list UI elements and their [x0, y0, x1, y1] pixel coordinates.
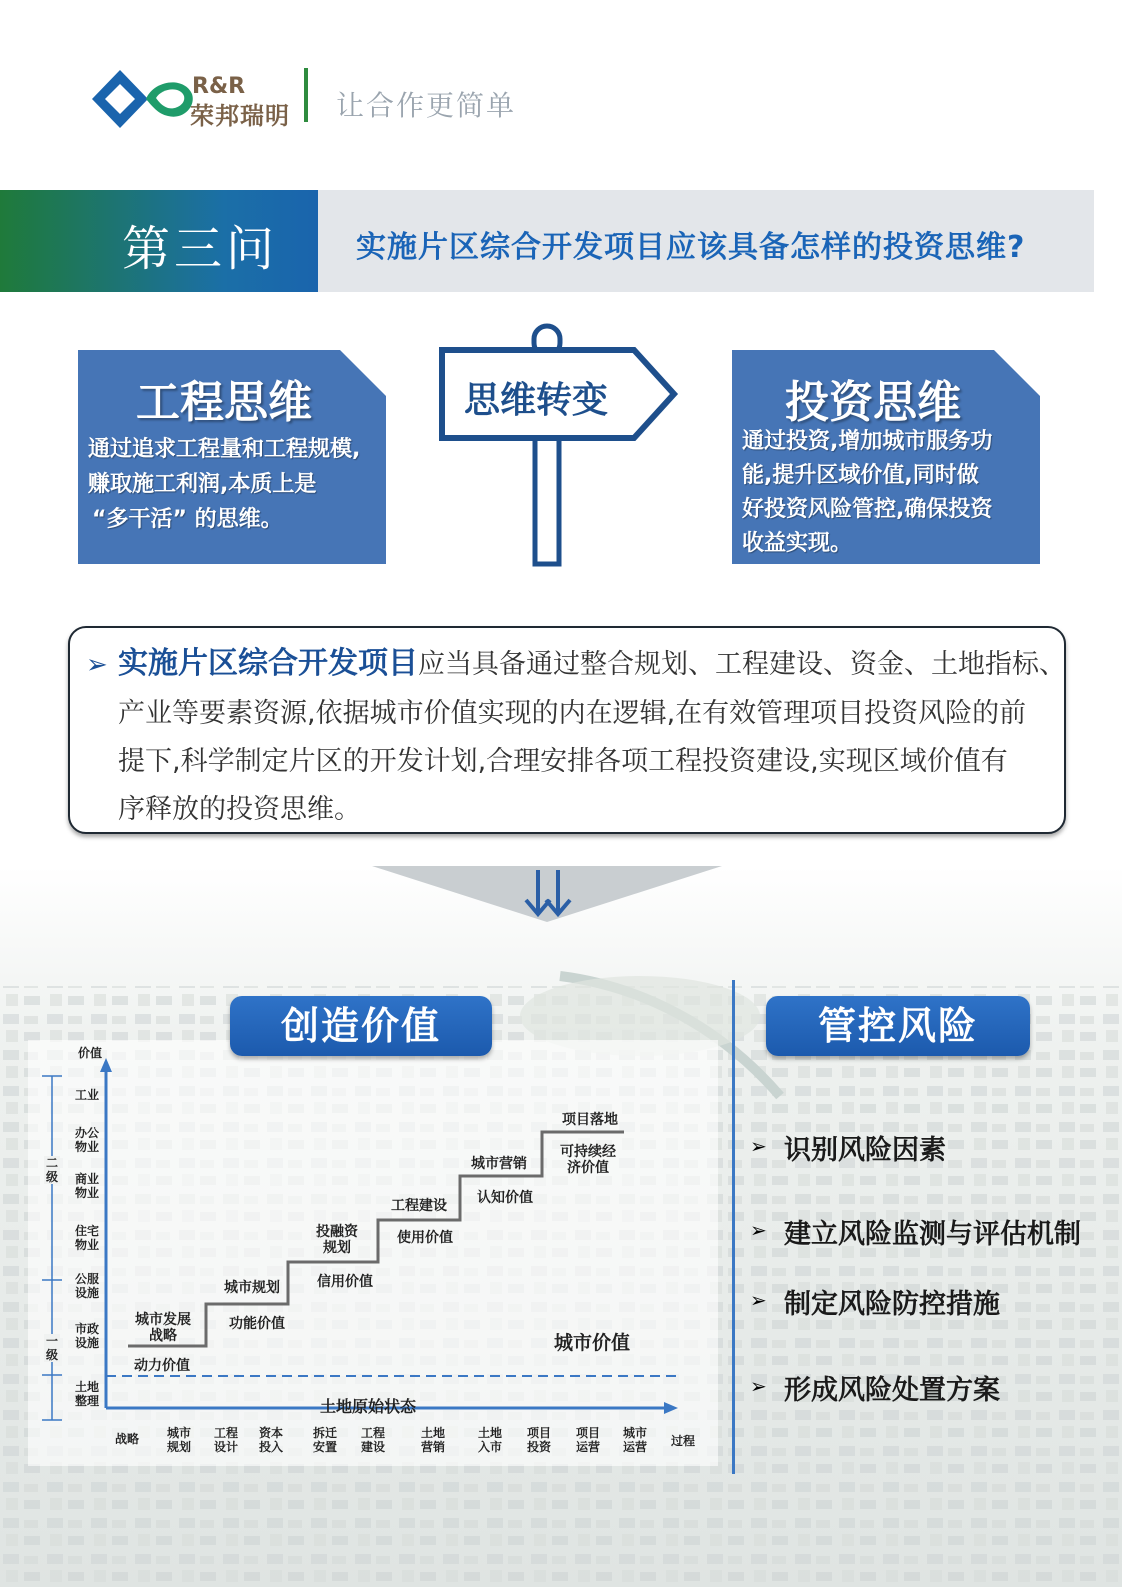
investment-mindset-line: 能,提升区域价值,同时做: [742, 463, 979, 488]
down-arrows-icon: [522, 866, 574, 920]
y-level: 住宅 物业: [74, 1224, 99, 1252]
y-axis-title: 价值: [78, 1046, 103, 1060]
definition-line: 序释放的投资思维。: [118, 794, 361, 825]
definition-strong: 实施片区综合开发项目: [118, 646, 418, 681]
risk-item-arrow-icon: ➢: [750, 1374, 767, 1398]
definition-text: 应当具备通过整合规划、工程建设、资金、土地指标、: [418, 649, 1066, 680]
level-group: 一 级: [45, 1334, 58, 1362]
value-label: 动力价值: [134, 1358, 190, 1374]
company-logo: [88, 66, 198, 132]
risk-item-arrow-icon: ➢: [750, 1218, 767, 1242]
risk-item: 制定风险防控措施: [784, 1289, 1000, 1320]
investment-mindset-line: 通过投资,增加城市服务功: [742, 429, 993, 454]
x-label: 项目 运营: [575, 1426, 600, 1454]
bullet-arrow-icon: ➢: [86, 650, 108, 680]
y-level: 公服 设施: [74, 1272, 99, 1300]
investment-mindset-line: 好投资风险管控,确保投资: [742, 497, 993, 522]
y-level: 市政 设施: [74, 1322, 99, 1350]
value-label: 信用价值: [317, 1274, 373, 1290]
y-level: 商业 物业: [74, 1172, 99, 1200]
slogan: 让合作更简单: [336, 89, 517, 122]
header-divider: [304, 68, 308, 122]
logo-text-cn: 荣邦瑞明: [190, 102, 290, 130]
control-risk-title: 管控风险: [766, 996, 1030, 1056]
signpost-label: 思维转变: [464, 380, 609, 421]
x-label: 工程 设计: [213, 1426, 238, 1454]
step-label: 投融资 规划: [316, 1224, 358, 1256]
step-label: 城市营销: [471, 1156, 527, 1172]
investment-mindset-line: 收益实现。: [742, 531, 853, 556]
section-divider: [732, 980, 735, 1474]
x-label: 土地 营销: [420, 1426, 445, 1454]
logo-text-en: R&R: [192, 74, 246, 99]
risk-item-arrow-icon: ➢: [750, 1288, 767, 1312]
banner-title: 实施片区综合开发项目应该具备怎样的投资思维?: [356, 230, 1026, 265]
x-label: 城市 规划: [166, 1426, 191, 1454]
investment-mindset-title: 投资思维: [785, 377, 961, 428]
x-label: 战略: [114, 1432, 139, 1446]
x-label: 拆迁 安置: [312, 1426, 337, 1454]
step-label: 城市规划: [224, 1280, 280, 1296]
banner-question: 第三问: [122, 221, 279, 277]
engineering-mindset-line: 通过追求工程量和工程规模,: [88, 437, 361, 462]
step-label: 城市发展 战略: [135, 1312, 191, 1344]
x-label: 项目 投资: [526, 1426, 551, 1454]
risk-item-arrow-icon: ➢: [750, 1134, 767, 1158]
x-label: 工程 建设: [360, 1426, 385, 1454]
engineering-mindset-line: “多干活” 的思维。: [92, 507, 283, 532]
engineering-mindset-line: 赚取施工利润,本质上是: [88, 472, 317, 497]
x-label: 资本 投入: [258, 1426, 283, 1454]
step-label: 工程建设: [391, 1198, 447, 1214]
value-label: 认知价值: [477, 1190, 533, 1206]
engineering-mindset-title: 工程思维: [136, 377, 312, 428]
value-label: 使用价值: [397, 1230, 453, 1246]
x-label: 土地 入市: [477, 1426, 502, 1454]
definition-line: 提下,科学制定片区的开发计划,合理安排各项工程投资建设,实现区域价值有: [118, 746, 1008, 777]
value-label: 可持续经 济价值: [560, 1144, 616, 1176]
signpost-graphic: [434, 320, 684, 570]
definition-line: 产业等要素资源,依据城市价值实现的内在逻辑,在有效管理项目投资风险的前: [118, 698, 1027, 729]
step-label: 项目落地: [562, 1112, 618, 1128]
y-level: 工业: [74, 1088, 99, 1102]
baseline-label: 土地原始状态: [320, 1397, 417, 1416]
value-label: 功能价值: [229, 1316, 285, 1332]
definition-line-1: [118, 640, 1066, 689]
risk-item: 识别风险因素: [784, 1135, 946, 1166]
create-value-title: 创造价值: [230, 996, 492, 1056]
x-label: 城市 运营: [622, 1426, 647, 1454]
region-label: 城市价值: [554, 1332, 631, 1354]
x-axis-title: 过程: [670, 1434, 695, 1448]
y-level: 土地 整理: [74, 1380, 99, 1408]
risk-item: 建立风险监测与评估机制: [784, 1219, 1081, 1250]
risk-item: 形成风险处置方案: [784, 1375, 1000, 1406]
y-level: 办公 物业: [74, 1126, 99, 1154]
level-group: 二 级: [45, 1156, 58, 1184]
